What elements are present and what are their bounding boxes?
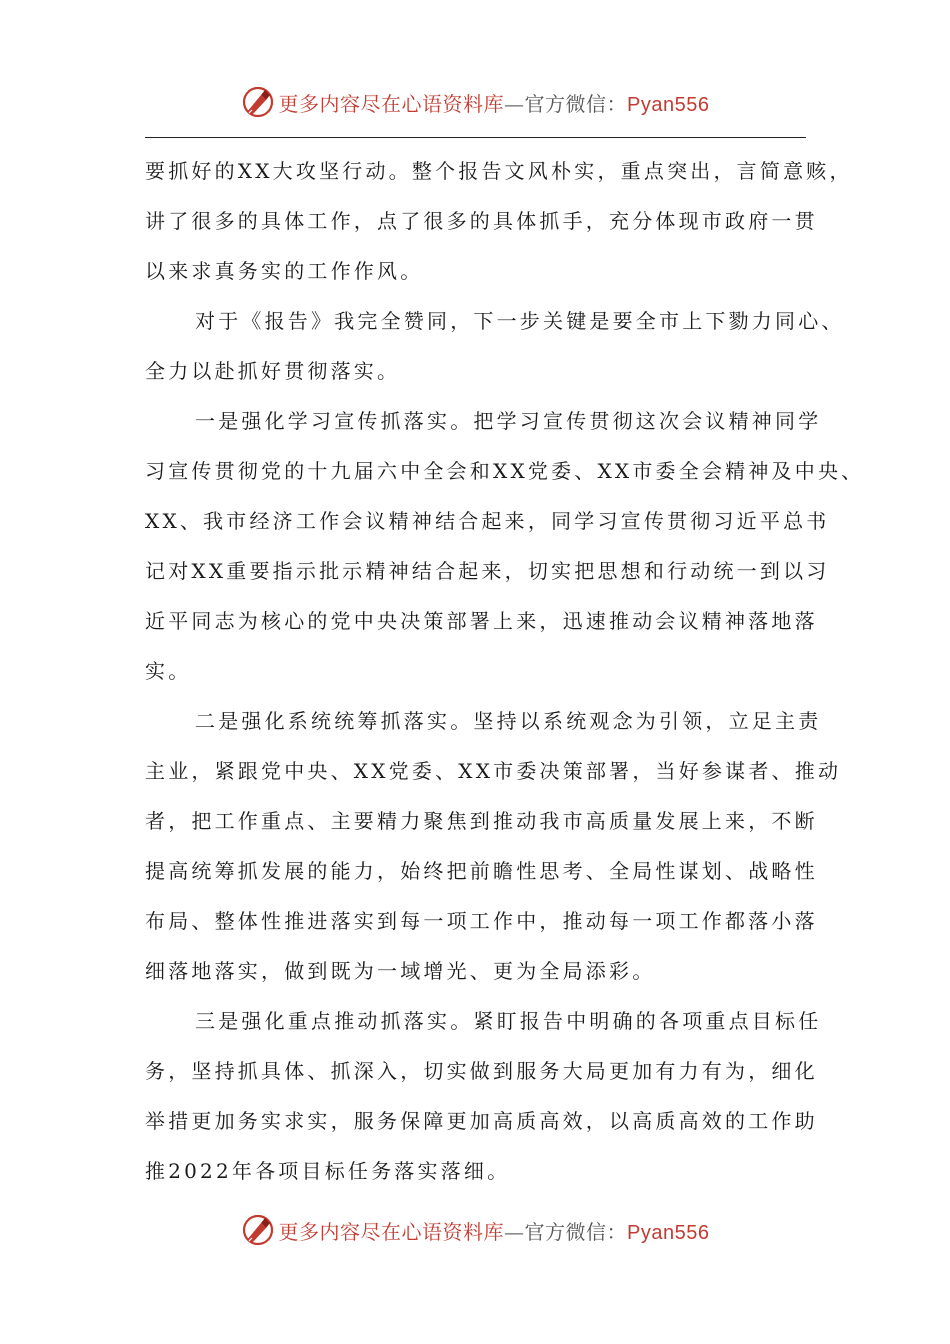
- text-line: 讲了很多的具体工作，点了很多的具体抓手，充分体现市政府一贯: [145, 209, 818, 233]
- text-line: 要抓好的XX大攻坚行动。整个报告文风朴实，重点突出，言简意赅，: [145, 159, 853, 183]
- text-line: 主业，紧跟党中央、XX党委、XX市委决策部署，当好参谋者、推动: [145, 759, 842, 783]
- document-body: [145, 146, 865, 1196]
- text-line: 记对XX重要指示批示精神结合起来，切实把思想和行动统一到以习: [145, 559, 830, 583]
- banner-separator: —: [504, 91, 525, 116]
- text-line: 习宣传贯彻党的十九届六中全会和XX党委、XX市委全会精神及中央、: [145, 459, 865, 483]
- banner-separator: —: [504, 1219, 525, 1244]
- text-line: 细落地落实，做到既为一域增光、更为全局添彩。: [145, 959, 656, 983]
- banner-prefix: 更多内容尽在心语资料库: [278, 91, 505, 116]
- paragraph-start: 对于《报告》我完全赞同，下一步关键是要全市上下勠力同心、: [195, 309, 845, 333]
- text-line: 举措更加务实求实，服务保障更加高质高效，以高质高效的工作助: [145, 1109, 818, 1133]
- banner-prefix: 更多内容尽在心语资料库: [278, 1219, 505, 1244]
- text-line: 提高统筹抓发展的能力，始终把前瞻性思考、全局性谋划、战略性: [145, 859, 818, 883]
- text-line: 实。: [145, 659, 192, 683]
- paragraph-start: 一是强化学习宣传抓落实。把学习宣传贯彻这次会议精神同学: [195, 409, 822, 433]
- text-line: 者，把工作重点、主要精力聚焦到推动我市高质量发展上来，不断: [145, 809, 818, 833]
- paragraph-start: 三是强化重点推动抓落实。紧盯报告中明确的各项重点目标任: [195, 1009, 822, 1033]
- footer-banner: [0, 1210, 950, 1250]
- text-line: XX、我市经济工作会议精神结合起来，同学习宣传贯彻习近平总书: [145, 509, 830, 533]
- header-banner: [0, 82, 950, 122]
- banner-wechat-label: 官方微信：: [524, 1219, 628, 1244]
- text-line: 推2022年各项目标任务落实落细。: [145, 1159, 511, 1183]
- pen-logo-icon: [241, 1213, 275, 1247]
- banner-wechat-label: 官方微信：: [524, 91, 628, 116]
- paragraph-start: 二是强化系统统筹抓落实。坚持以系统观念为引领，立足主责: [195, 709, 822, 733]
- header-rule: [145, 137, 806, 138]
- text-line: 布局、整体性推进落实到每一项工作中，推动每一项工作都落小落: [145, 909, 818, 933]
- banner-wechat-id: Pyan556: [627, 93, 710, 116]
- text-line: 务，坚持抓具体、抓深入，切实做到服务大局更加有力有为，细化: [145, 1059, 818, 1083]
- pen-logo-icon: [241, 85, 275, 119]
- text-line: 全力以赴抓好贯彻落实。: [145, 359, 401, 383]
- text-line: 以来求真务实的工作作风。: [145, 259, 424, 283]
- banner-wechat-id: Pyan556: [627, 1221, 710, 1244]
- text-line: 近平同志为核心的党中央决策部署上来，迅速推动会议精神落地落: [145, 609, 818, 633]
